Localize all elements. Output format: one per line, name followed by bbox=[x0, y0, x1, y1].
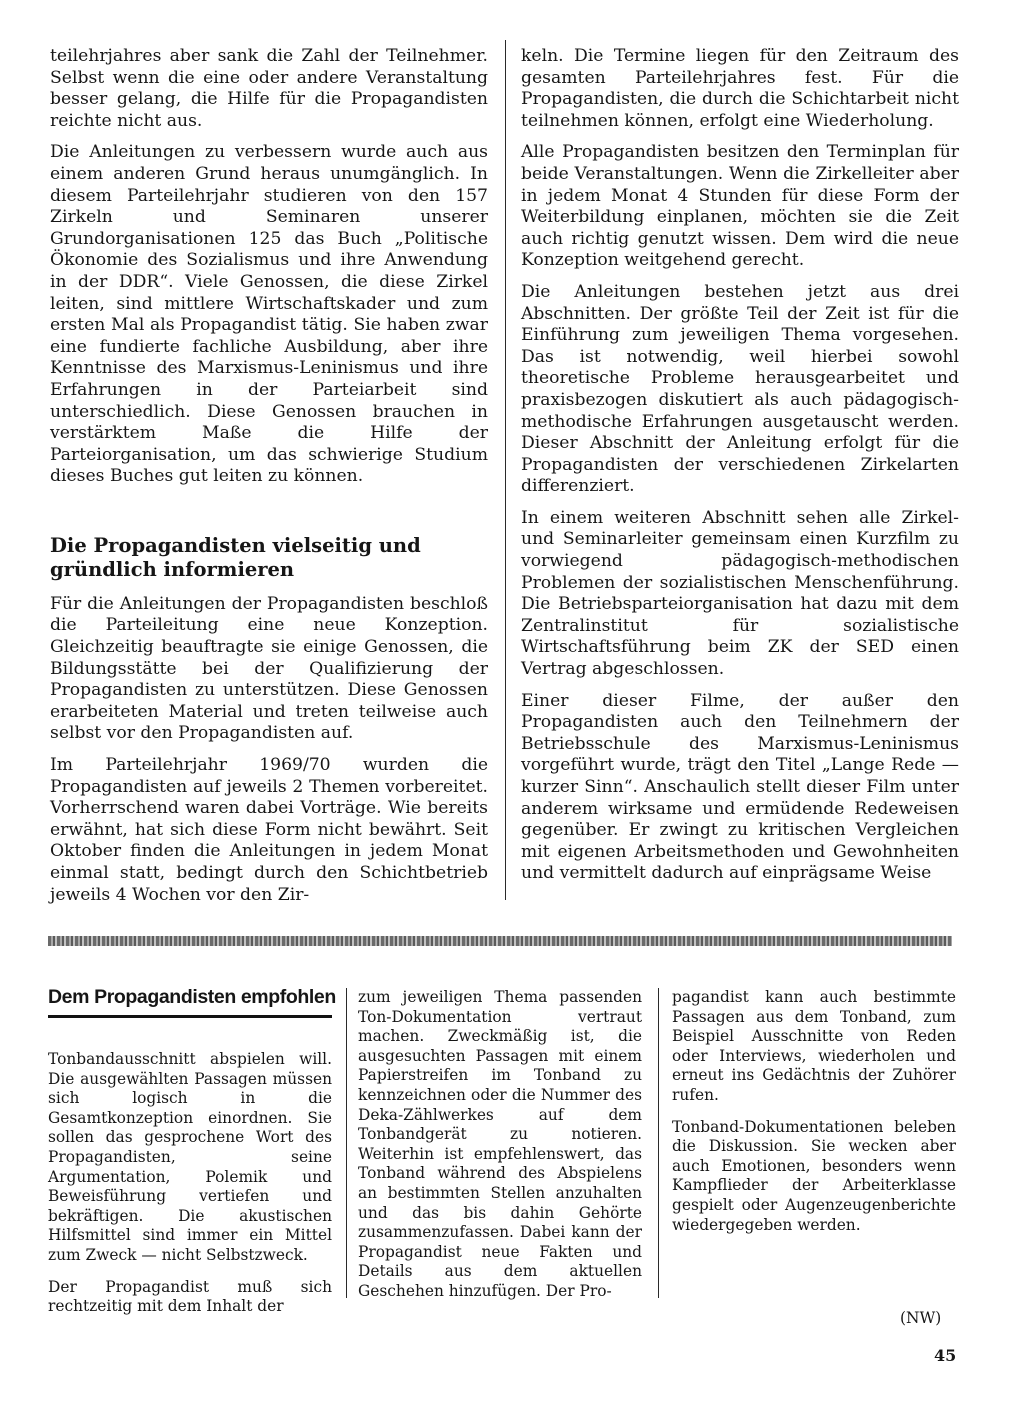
article-paragraph: Alle Propagandisten besitzen den Terminplan für beide Veranstaltungen. Wenn die Zirkelleiter aber in jedem Monat 4 Stunden für diese Form der Weiterbildung einplanen, möchten sie die Zeit auch richtig genutzt wissen. Dem wird die neue Konzeption weitgehend gerecht. bbox=[521, 142, 959, 271]
article-paragraph: keln. Die Termine liegen für den Zeitraum des gesamten Parteilehrjahres fest. Für die Propagandisten, die durch die Schichtarbeit nicht teilnehmen können, erfolgt eine Wiederholung. bbox=[521, 46, 959, 131]
article-paragraph: Einer dieser Filme, der außer den Propagandisten auch den Teilnehmern der Betriebsschule des Marxismus-Leninismus vorgeführt wurde, trägt den Titel „Lange Rede — kurzer Sinn“. Anschaulich stellt dieser Film unter anderem wirksame und ermüdende Redeweisen gegenüber. Er zwingt zu kritischen Vergleichen mit eigenen Arbeitsmethoden und Gewohnheiten und vermittelt dadurch auf einprägsame Weise bbox=[521, 690, 959, 884]
article-paragraph: Die Anleitungen bestehen jetzt aus drei Abschnitten. Der größte Teil der Zeit ist für die Einführung zum jeweiligen Thema vorgesehen. Das ist notwendig, weil hierbei sowohl theoretische Probleme herausgearbeitet und praxisbezogen diskutiert als auch pädagogisch-methodische Erfahrungen ausgetauscht werden. Dieser Abschnitt der Anleitung erfolgt für die Propagandisten der verschiedenen Zirkelarten differenziert. bbox=[521, 281, 959, 497]
author-signature: (NW) bbox=[900, 1309, 942, 1327]
column-divider bbox=[505, 40, 506, 900]
box-column-3 bbox=[672, 988, 956, 1247]
article-right-column bbox=[521, 46, 959, 895]
article-paragraph: In einem weiteren Abschnitt sehen alle Zirkel- und Seminarleiter gemeinsam einen Kurzfilm zu vorwiegend pädagogisch-methodischen Problemen der sozialistischen Menschenführung. Die Betriebsparteiorganisation hat dazu mit dem Zentralinstitut für sozialistische Wirtschaftsführung beim ZK der SED einen Vertrag abgeschlossen. bbox=[521, 507, 959, 680]
box-paragraph: zum jeweiligen Thema passenden Ton-Dokumentation vertraut machen. Zweckmäßig ist, die ausgesuchten Passagen mit einem Papierstreifen im Tonband zu kennzeichnen oder die Nummer des Deka-Zählwerkes auf dem Tonbandgerät zu notieren. Weiterhin ist empfehlenswert, das Tonband während des Abspielens an bestimmten Stellen anzuhalten und das bis dahin Gehörte zusammenzufassen. Dabei kann der Propagandist neue Fakten und Details aus dem aktuellen Geschehen hinzufügen. Der Pro- bbox=[358, 988, 642, 1300]
box-paragraph: Der Propagandist muß sich rechtzeitig mit dem Inhalt der bbox=[48, 1277, 332, 1316]
article-paragraph: Die Anleitungen zu verbessern wurde auch aus einem anderen Grund heraus unumgänglich. In diesem Parteilehrjahr studieren von den 157 Zirkeln und Seminaren unserer Grundorganisationen 125 das Buch „Politische Ökonomie des Sozialismus und ihre Anwendung in der DDR“. Viele Genossen, die diese Zirkel leiten, sind mittlere Wirtschaftskader und zum ersten Mal als Propagandist tätig. Sie haben zwar eine fundierte fachliche Ausbildung, aber ihre Kenntnisse des Marxismus-Leninismus und ihre Erfahrungen in der Parteiarbeit sind unterschiedlich. Diese Genossen brauchen in verstärktem Maße die Hilfe der Parteiorganisation, um das schwierige Studium dieses Buches gut leiten zu können. bbox=[50, 142, 488, 487]
box-column-divider bbox=[346, 988, 347, 1298]
box-column-1 bbox=[48, 1050, 332, 1329]
article-subheading: Die Propagandisten vielseitig und gründlich informieren bbox=[50, 533, 421, 581]
section-separator-band bbox=[48, 936, 952, 946]
article-left-column bbox=[50, 46, 488, 916]
box-column-divider bbox=[658, 988, 659, 1298]
box-paragraph: pagandist kann auch bestimmte Passagen aus dem Tonband, zum Beispiel Ausschnitte von Reden oder Interviews, wiederholen und erneut ins Gedächtnis der Zuhörer rufen. bbox=[672, 988, 956, 1104]
box-title: Dem Propagandisten empfohlen bbox=[48, 986, 336, 1008]
box-column-2 bbox=[358, 988, 642, 1314]
box-paragraph: Tonband-Dokumentationen beleben die Diskussion. Sie wecken aber auch Emotionen, besonders wenn Kampflieder der Arbeiterklasse gespielt oder Augenzeugenberichte wiedergegeben werden. bbox=[672, 1117, 956, 1234]
page-number: 45 bbox=[934, 1346, 957, 1365]
article-paragraph: Im Parteilehrjahr 1969/70 wurden die Propagandisten auf jeweils 2 Themen vorbereitet. Vorherrschend waren dabei Vorträge. Wie bereits erwähnt, hat sich diese Form nicht bewährt. Seit Oktober finden die Anleitungen in jedem Monat einmal statt, bedingt durch den Schichtbetrieb jeweils 4 Wochen vor den Zir- bbox=[50, 755, 488, 905]
article-paragraph: teilehrjahres aber sank die Zahl der Teilnehmer. Selbst wenn die eine oder andere Veranstaltung besser gelang, die Hilfe für die Propagandisten reichte nicht aus. bbox=[50, 46, 488, 131]
box-title-underline bbox=[48, 1015, 332, 1018]
article-paragraph: Für die Anleitungen der Propagandisten beschloß die Parteileitung eine neue Konzeption. Gleichzeitig beauftragte sie einige Genossen, die Bildungsstätte bei der Qualifizierung der Propagandisten zu unterstützen. Diese Genossen erarbeiteten Material und treten teilweise auch selbst vor den Propagandisten auf. bbox=[50, 593, 488, 744]
box-paragraph: Tonbandausschnitt abspielen will. Die ausgewählten Passagen müssen sich logisch in die Gesamtkonzeption einordnen. Sie sollen das gesprochene Wort des Propagandisten, seine Argumentation, Polemik und Beweisführung vertiefen und bekräftigen. Die akustischen Hilfsmittel sind immer ein Mittel zum Zweck — nicht Selbstzweck. bbox=[48, 1050, 332, 1264]
